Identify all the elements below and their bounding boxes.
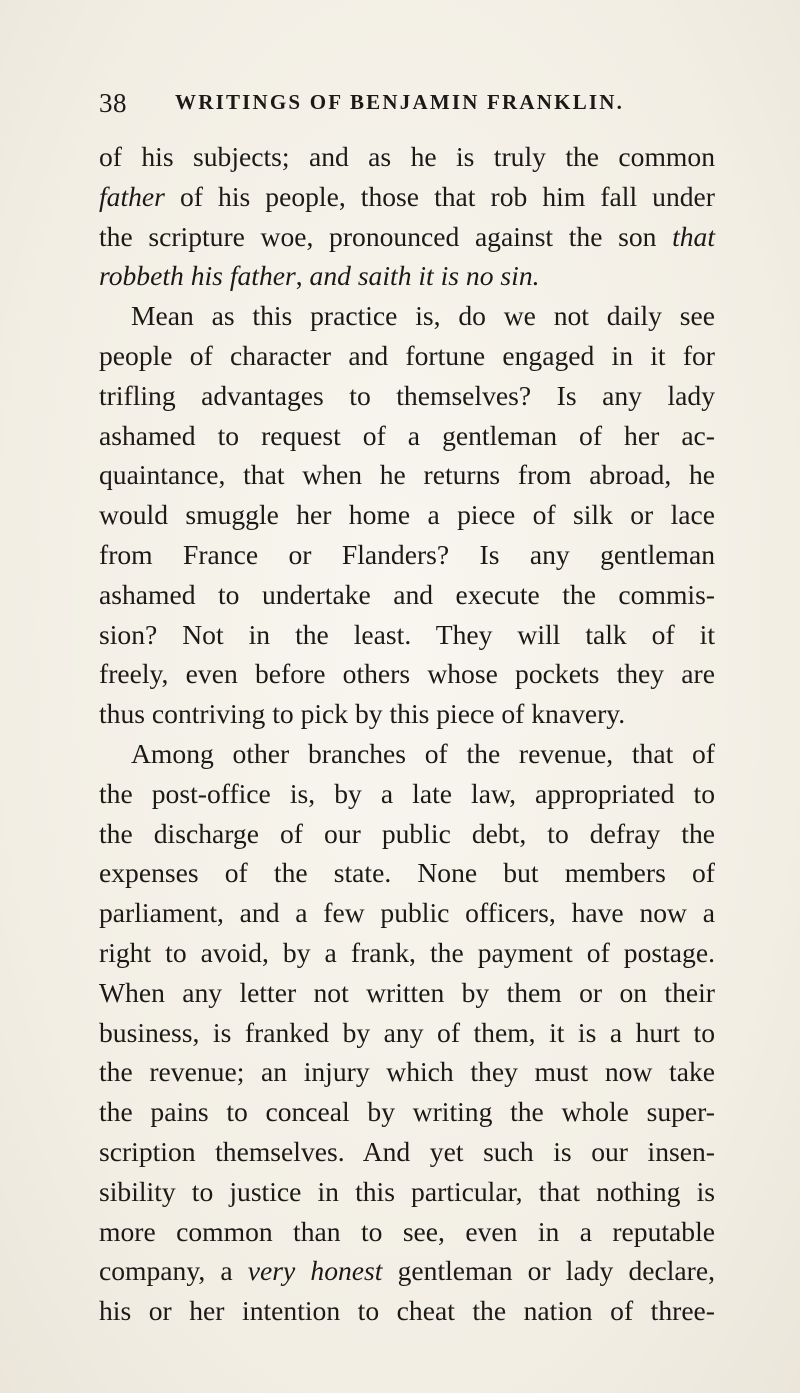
text-span: of his subjects; and as he is truly the common [99,141,715,172]
body-text [99,137,715,1331]
text-line [99,376,715,416]
text-span: When any letter not written by them or on their [99,976,715,1008]
text-span: freely, even before others whose pockets they are [99,658,715,690]
text-line [99,1251,715,1291]
text-span: ashamed to request of a gentleman of her ac- [99,419,715,451]
text-span: the revenue; an injury which they must now take [99,1056,715,1088]
text-span: company, a [99,1255,248,1287]
text-line [99,893,715,933]
italic-text: that [672,220,715,252]
text-span: would smuggle her home a piece of silk or lace [99,499,715,531]
text-span: people of character and fortune engaged in it for [99,339,715,371]
text-line [99,177,715,217]
text-span: gentleman or lady declare, [382,1255,715,1287]
text-line [99,256,715,296]
page-number: 38 [99,88,127,118]
text-line [99,1052,715,1092]
text-span: , [295,260,310,292]
text-line [99,1013,715,1053]
text-line [99,853,715,893]
text-span: scription themselves. And yet such is our insen- [99,1135,715,1167]
text-line [99,455,715,495]
text-line [99,814,715,854]
text-line [99,1092,715,1132]
text-line [99,416,715,456]
italic-text: robbeth his father [99,260,296,292]
text-span: Mean as this practice is, do we not daily see [131,300,715,332]
text-span: of his people, those that rob him fall under [164,180,715,212]
italic-text: very honest [247,1255,383,1287]
text-span: thus contriving to pick by this piece of knavery. [99,698,626,730]
text-span: the discharge of our public debt, to defray the [99,817,715,849]
running-title: WRITINGS OF BENJAMIN FRANKLIN. [175,90,625,114]
text-line [99,973,715,1013]
text-line [99,575,715,615]
text-span: right to avoid, by a frank, the payment of postage. [99,936,715,968]
text-line [99,933,715,973]
text-line [99,654,715,694]
text-span: trifling advantages to themselves? Is any lady [99,379,715,411]
text-span: parliament, and a few public officers, have now a [99,897,715,929]
text-span: Among other branches of the revenue, that of [131,737,715,769]
text-line [99,535,715,575]
text-line [99,1212,715,1252]
text-span: more common than to see, even in a reputable [99,1215,715,1247]
text-span: business, is franked by any of them, it is a hurt to [99,1016,715,1048]
italic-text: and saith it is no sin. [309,260,540,292]
running-header [99,88,739,122]
text-line [99,1132,715,1172]
text-line [99,495,715,535]
text-line [99,774,715,814]
text-line [99,217,715,257]
text-span: the post-office is, by a late law, appropriated to [99,777,715,809]
text-span: ashamed to undertake and execute the commis- [99,578,715,610]
text-line [99,694,715,734]
text-line [99,615,715,655]
text-line [99,734,715,774]
italic-text: father [99,180,165,212]
text-line [99,1291,715,1331]
text-span: from France or Flanders? Is any gentleman [99,538,715,570]
text-span: sion? Not in the least. They will talk of it [99,618,715,650]
text-line [99,1172,715,1212]
text-span: expenses of the state. None but members of [99,857,715,889]
text-line [99,336,715,376]
text-span: his or her intention to cheat the nation of three- [99,1295,715,1327]
text-span: quaintance, that when he returns from abroad, he [99,459,715,491]
text-span: the scripture woe, pronounced against the son [99,220,673,252]
text-span: the pains to conceal by writing the whole super- [99,1096,715,1128]
text-line [99,137,715,177]
text-span: sibility to justice in this particular, that nothing is [99,1175,715,1207]
text-line [99,296,715,336]
